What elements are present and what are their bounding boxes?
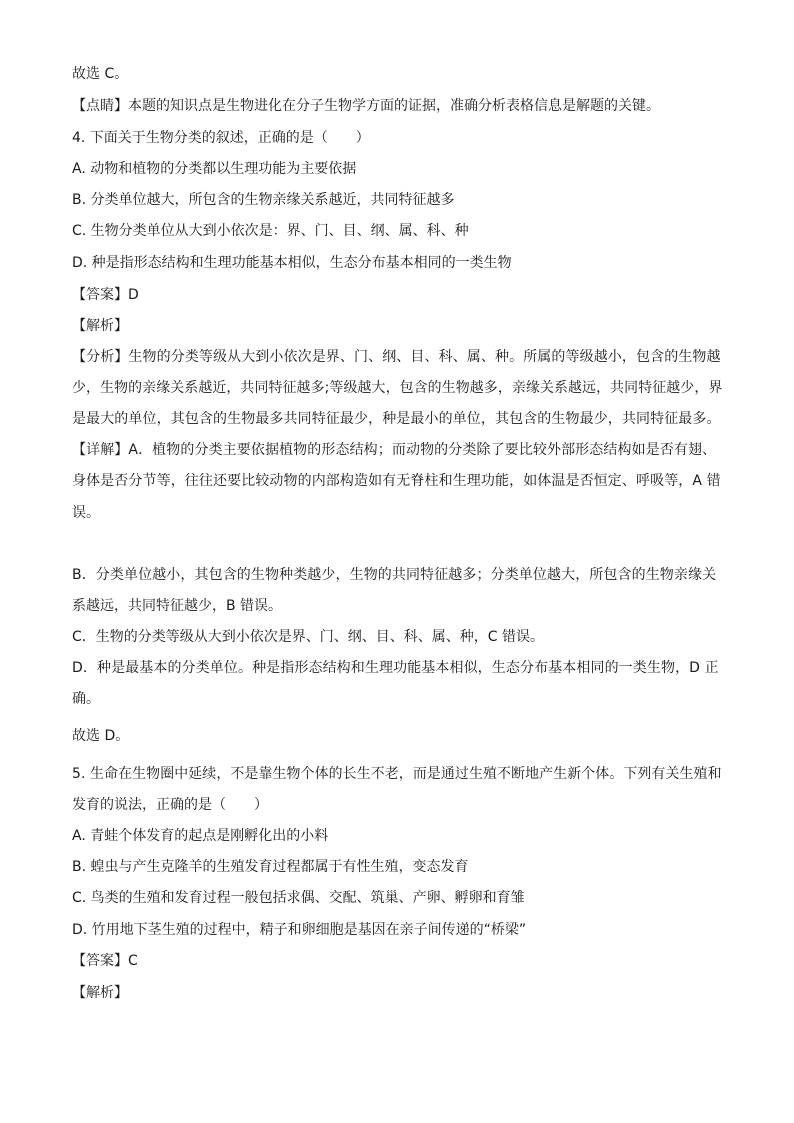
question-4-analysis-heading: 【解析】 [72, 318, 128, 334]
question-5-analysis-heading: 【解析】 [72, 985, 128, 1001]
detail-paragraph-line: 【详解】A．植物的分类主要依据植物的形态结构；而动物的分类除了要比较外部形态结构如是否有翅、 [72, 442, 717, 458]
question-4-stem: 4. 下面关于生物分类的叙述，正确的是（ ） [72, 130, 370, 146]
detail-b-line: 系越远，共同特征越少，B 错误。 [72, 598, 283, 614]
detail-d-line: D．种是最基本的分类单位。种是指形态结构和生理功能基本相似，生态分布基本相同的一类生物，D 正 [72, 660, 719, 676]
question-4-conclusion: 故选 D。 [72, 728, 130, 744]
question-5-option-d: D. 竹用地下茎生殖的过程中，精子和卵细胞是基因在亲子间传递的“桥梁” [72, 922, 527, 938]
question-5-stem: 发育的说法，正确的是（ ） [72, 797, 268, 813]
analysis-paragraph-line: 是最大的单位，其包含的生物最多共同特征最少，种是最小的单位，其包含的生物最少，共同特征最多。 [72, 411, 721, 427]
analysis-paragraph-line: 少，生物的亲缘关系越近，共同特征越多;等级越大，包含的生物越多，亲缘关系越远，共同特征越少，界 [72, 380, 723, 396]
question-4-answer: 【答案】D [72, 287, 139, 303]
detail-paragraph-line: 误。 [72, 505, 100, 521]
question-4-option-b: B. 分类单位越大，所包含的生物亲缘关系越近，共同特征越多 [72, 192, 455, 208]
detail-paragraph-line: 身体是否分节等，往往还要比较动物的内部构造如有无脊柱和生理功能，如体温是否恒定、呼吸等，A 错 [72, 473, 721, 489]
question-4-option-a: A. 动物和植物的分类都以生理功能为主要依据 [72, 161, 357, 177]
key-point-line: 【点睛】本题的知识点是生物进化在分子生物学方面的证据，准确分析表格信息是解题的关键。 [72, 98, 660, 114]
question-5-stem: 5. 生命在生物圈中延续，不是靠生物个体的长生不老，而是通过生殖不断地产生新个体。下列有关生殖和 [72, 766, 722, 782]
question-5-option-c: C. 鸟类的生殖和发育过程一般包括求偶、交配、筑巢、产卵、孵卵和育雏 [72, 890, 525, 906]
detail-c-line: C．生物的分类等级从大到小依次是界、门、纲、目、科、属、种，C 错误。 [72, 629, 544, 645]
conclusion-line: 故选 C。 [72, 66, 129, 82]
question-5-option-a: A. 青蛙个体发育的起点是刚孵化出的小料 [72, 828, 329, 844]
detail-d-line: 确。 [72, 691, 100, 707]
analysis-paragraph-line: 【分析】生物的分类等级从大到小依次是界、门、纲、目、科、属、种。所属的等级越小，包含的生物越 [72, 349, 721, 365]
question-5-answer: 【答案】C [72, 953, 138, 969]
question-5-option-b: B. 蝗虫与产生克隆羊的生殖发育过程都属于有性生殖，变态发育 [72, 859, 469, 875]
detail-b-line: B．分类单位越小，其包含的生物种类越少，生物的共同特征越多；分类单位越大，所包含的生物亲缘关 [72, 567, 717, 583]
question-4-option-c: C. 生物分类单位从大到小依次是：界、门、目、纲、属、科、种 [72, 223, 469, 239]
question-4-option-d: D. 种是指形态结构和生理功能基本相似，生态分布基本相同的一类生物 [72, 255, 512, 271]
